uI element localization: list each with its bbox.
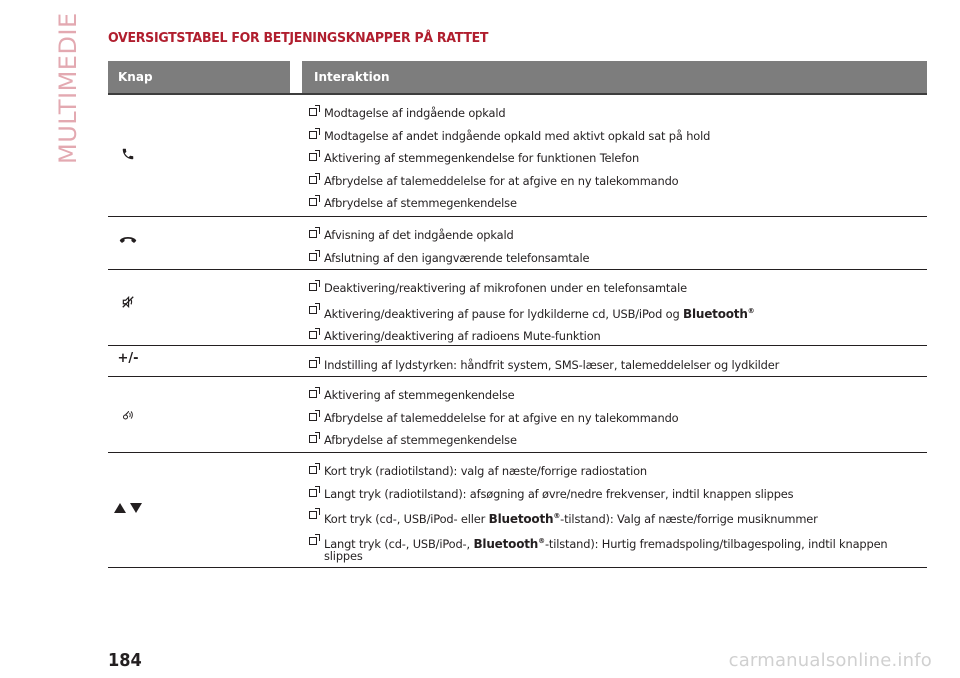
- phone-answer-icon: [108, 147, 148, 161]
- watermark: carmanualsonline.info: [728, 650, 932, 671]
- list-item: Langt tryk (radiotilstand): afsøgning af øvre/nedre frekvenser, indtil knappen slippes: [308, 487, 927, 501]
- list-item: Indstilling af lydstyrken: håndfrit system, SMS-læser, talemeddelelser og lydkilder: [308, 358, 927, 372]
- page-title: OVERSIGTSTABEL FOR BETJENINGSKNAPPER PÅ RATTET: [108, 30, 489, 46]
- list-item: Afvisning af det indgående opkald: [308, 228, 927, 242]
- list-item: Aktivering af stemmegenkendelse: [308, 388, 927, 402]
- list-item: Modtagelse af indgående opkald: [308, 106, 927, 120]
- table-row: [108, 346, 927, 377]
- table-row: [108, 217, 927, 270]
- bluetooth-brand: Bluetooth: [488, 512, 554, 527]
- header-knap: Knap: [118, 70, 153, 84]
- list-item: Kort tryk (cd-, USB/iPod- eller Bluetooth®-tilstand): Valg af næste/forrige musiknummer: [308, 509, 927, 526]
- list-item: Afbrydelse af talemeddelelse for at afgive en ny talekommando: [308, 174, 927, 188]
- phone-hangup-icon: [108, 235, 148, 245]
- header-interaktion: Interaktion: [314, 70, 390, 84]
- controls-table: [108, 61, 927, 568]
- voice-command-icon: [108, 408, 148, 422]
- list-item: Aktivering/deaktivering af radioens Mute-funktion: [308, 329, 927, 343]
- list-item: Afbrydelse af stemmegenkendelse: [308, 433, 927, 447]
- section-side-label: MULTIMEDIE: [54, 12, 82, 164]
- table-row: [108, 95, 927, 217]
- list-item: Kort tryk (radiotilstand): valg af næste/forrige radiostation: [308, 464, 927, 478]
- list-item: Deaktivering/reaktivering af mikrofonen under en telefonsamtale: [308, 281, 927, 295]
- bluetooth-brand: Bluetooth: [473, 536, 539, 551]
- list-item: Afbrydelse af talemeddelelse for at afgive en ny talekommando: [308, 411, 927, 425]
- page-number: 184: [108, 650, 142, 671]
- up-down-arrows-icon: [108, 502, 148, 514]
- mute-icon: [108, 295, 148, 309]
- list-item: Aktivering/deaktivering af pause for lydkilderne cd, USB/iPod og Bluetooth®: [308, 304, 927, 321]
- list-item: Modtagelse af andet indgående opkald med aktivt opkald sat på hold: [308, 129, 927, 143]
- table-row: [108, 377, 927, 453]
- table-header: [108, 61, 927, 95]
- bluetooth-brand: Bluetooth: [683, 306, 748, 321]
- volume-icon: +/-: [117, 350, 139, 366]
- table-row: [108, 270, 927, 346]
- list-item: Afbrydelse af stemmegenkendelse: [308, 196, 927, 210]
- list-item: Langt tryk (cd-, USB/iPod-, Bluetooth®-tilstand): Hurtig fremadspoling/tilbagespoling, indtil knappen slippes: [308, 535, 927, 562]
- list-item: Afslutning af den igangværende telefonsamtale: [308, 251, 927, 265]
- list-item: Aktivering af stemmegenkendelse for funktionen Telefon: [308, 151, 927, 165]
- table-row: [108, 453, 927, 568]
